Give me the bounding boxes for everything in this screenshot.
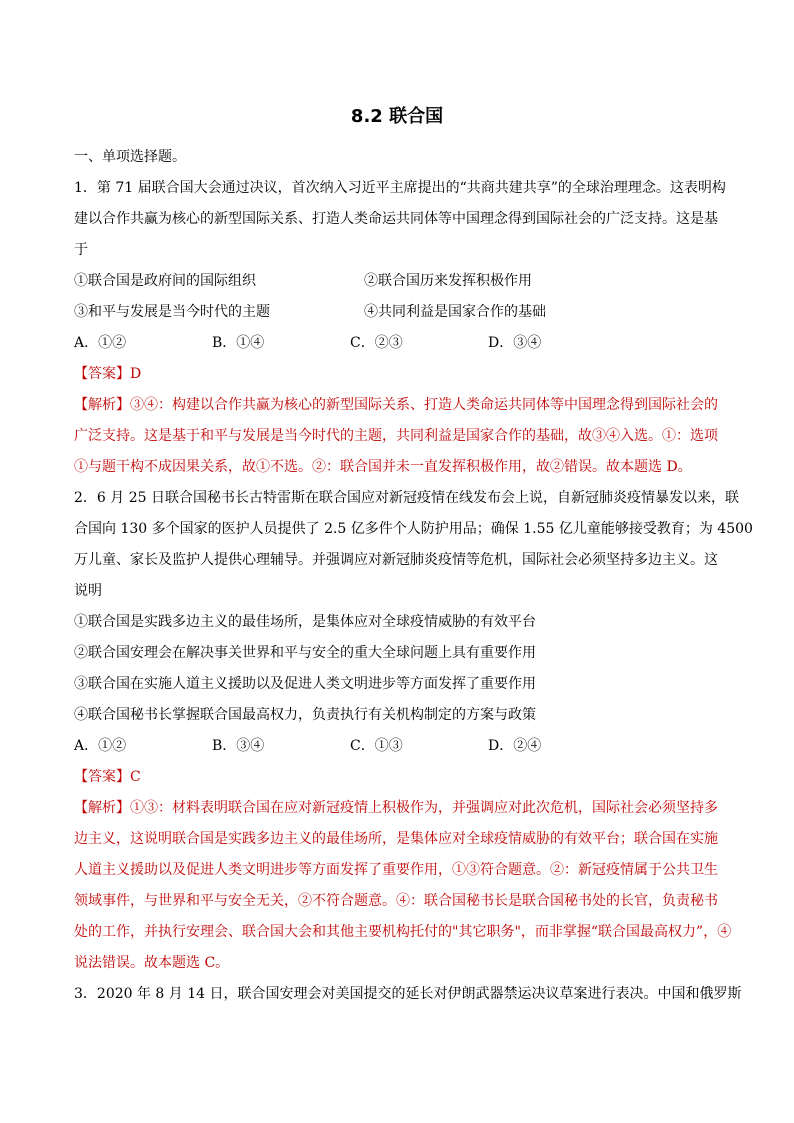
statement-2: ②联合国安理会在解决事关世界和平与安全的重大全球问题上具有重要作用: [74, 645, 536, 661]
answer-tag: 【答案】: [74, 366, 130, 382]
section-heading: 一、单项选择题。: [74, 149, 186, 165]
analysis-line: ①与题干构不成因果关系，故①不选。②：联合国并未一直发挥积极作用，故②错误。故本题选 D。: [74, 459, 692, 475]
statement-row: [74, 297, 724, 328]
statement-1: ①联合国是政府间的国际组织: [74, 273, 256, 289]
question-stem-line: 1．第 71 届联合国大会通过决议，首次纳入习近平主席提出的“共商共建共享”的全球治理理念。这表明构: [74, 180, 726, 196]
question-stem-line: 说明: [74, 583, 102, 599]
question-1: [74, 173, 724, 483]
question-stem-line: 万儿童、家长及监护人提供心理辅导。并强调应对新冠肺炎疫情等危机，国际社会必须坚持多边主义。这: [74, 552, 718, 568]
question-2: [74, 483, 753, 979]
analysis-line: [74, 793, 724, 824]
analysis-tag: 【解析】: [74, 397, 130, 413]
statement-3: ③联合国在实施人道主义援助以及促进人类文明进步等方面发挥了重要作用: [74, 676, 536, 692]
analysis-line: 边主义，这说明联合国是实践多边主义的最佳场所，是集体应对全球疫情威胁的有效平台；联合国在实施: [74, 831, 718, 847]
question-stem-line: 建以合作共赢为核心的新型国际关系、打造人类命运共同体等中国理念得到国际社会的广泛支持。这是基: [74, 211, 718, 227]
analysis-line: 领域事件，与世界和平与安全无关，②不符合题意。④：联合国秘书长是联合国秘书处的长官，负责秘书: [74, 893, 718, 909]
statement-4: ④联合国秘书长掌握联合国最高权力，负责执行有关机构制定的方案与政策: [74, 707, 536, 723]
question-stem-line: 3．2020 年 8 月 14 日，联合国安理会对美国提交的延长对伊朗武器禁运决议草案进行表决。中国和俄罗斯: [74, 986, 742, 1002]
page-title: 8.2 联合国: [350, 106, 444, 127]
answer-value: D: [130, 366, 142, 382]
choice-b: B．③④: [212, 738, 265, 754]
answer-value: C: [130, 769, 141, 785]
question-stem-line: 2．6 月 25 日联合国秘书长古特雷斯在联合国应对新冠疫情在线发布会上说，自新冠肺炎疫情暴发以来，联: [74, 490, 739, 506]
choice-row: [74, 731, 724, 762]
answer-line: [74, 359, 724, 390]
choice-c: C．②③: [350, 335, 403, 351]
analysis-text: ③④：构建以合作共赢为核心的新型国际关系、打造人类命运共同体等中国理念得到国际社会的: [130, 397, 718, 413]
question-stem-line: 于: [74, 242, 88, 258]
document-body: [74, 142, 753, 1010]
analysis-line: 处的工作，并执行安理会、联合国大会和其他主要机构托付的"其它职务"，而非掌握“联合国最高权力”，④: [74, 924, 732, 940]
analysis-text: ①③：材料表明联合国在应对新冠疫情上积极作为，并强调应对此次危机，国际社会必须坚持多: [130, 800, 718, 816]
choice-c: C．①③: [350, 738, 403, 754]
choice-a: A．①②: [74, 738, 127, 754]
choice-d: D．③④: [488, 335, 542, 351]
answer-line: [74, 762, 724, 793]
answer-tag: 【答案】: [74, 769, 130, 785]
statement-row: [74, 266, 724, 297]
analysis-tag: 【解析】: [74, 800, 130, 816]
question-stem-line: 合国向 130 多个国家的医护人员提供了 2.5 亿多件个人防护用品；确保 1.55 亿儿童能够接受教育；为 4500: [74, 521, 753, 537]
statement-1: ①联合国是实践多边主义的最佳场所，是集体应对全球疫情威胁的有效平台: [74, 614, 536, 630]
statement-2: ②联合国历来发挥积极作用: [364, 273, 532, 289]
analysis-line: 人道主义援助以及促进人类文明进步等方面发挥了重要作用，①③符合题意。②：新冠疫情属于公共卫生: [74, 862, 718, 878]
analysis-line: 广泛支持。这是基于和平与发展是当今时代的主题，共同利益是国家合作的基础，故③④入选。①：选项: [74, 428, 718, 444]
analysis-line: [74, 390, 724, 421]
statement-3: ③和平与发展是当今时代的主题: [74, 304, 270, 320]
question-3: [74, 979, 742, 1010]
choice-a: A．①②: [74, 335, 127, 351]
statement-4: ④共同利益是国家合作的基础: [364, 304, 546, 320]
choice-b: B．①④: [212, 335, 265, 351]
choice-d: D．②④: [488, 738, 542, 754]
choice-row: [74, 328, 724, 359]
analysis-line: 说法错误。故本题选 C。: [74, 955, 230, 971]
